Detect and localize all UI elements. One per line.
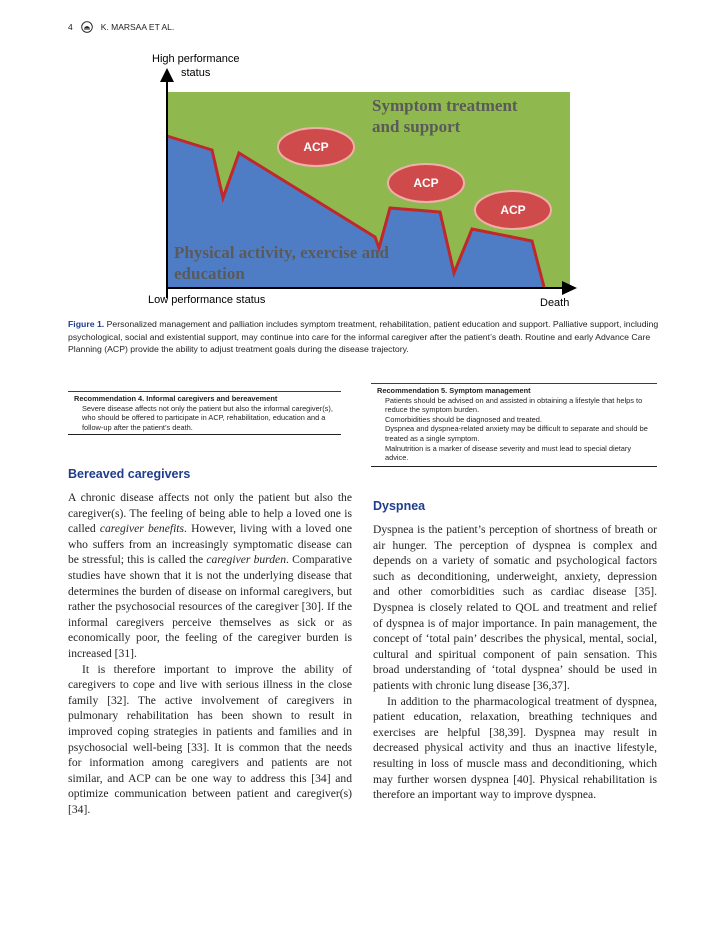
y-axis-high-label-2: status xyxy=(181,67,211,79)
acp-label-2: ACP xyxy=(413,176,439,190)
x-axis-end-label: Death xyxy=(540,297,570,309)
text-run: . Comparative studies have shown that it is not the underlying disease that determines the burden of disease on informal caregivers, but rather the psychosocial resources of the caregiver [30]. If the informal caregivers perceive themselves as sick or as economically poor, the feeling of the caregiver burden is increased [31]. xyxy=(68,553,352,660)
text-run: . However, living with a loved one who suffers from an increasingly symptomatic disease can be stressful; this is called the xyxy=(68,522,353,567)
left-paragraph-1 xyxy=(68,490,352,662)
running-header xyxy=(68,20,174,34)
recommendation-4-item: Severe disease affects not only the patient but also the informal caregiver(s), who should be offered to participate in ACP, rehabilitation, education and a follow-up after the patient’s death. xyxy=(82,403,333,432)
publisher-logo-icon xyxy=(81,21,93,33)
caption-label: Figure 1. xyxy=(68,319,105,329)
running-authors: K. MARSAA ET AL. xyxy=(100,22,175,32)
left-column-body xyxy=(68,490,352,817)
section-heading-bereaved-caregivers: Bereaved caregivers xyxy=(68,467,191,481)
recommendation-5-item: Comorbidities should be diagnosed and treated. xyxy=(385,414,542,424)
recommendation-5-title: Recommendation 5. Symptom management xyxy=(377,386,531,395)
activity-region-title-1: Physical activity, exercise and xyxy=(174,243,389,262)
emphasis-caregiver-burden: caregiver burden xyxy=(206,553,286,567)
symptom-region-title-2: and support xyxy=(372,117,461,136)
figure-caption xyxy=(68,318,660,356)
figure-1 xyxy=(140,46,590,314)
recommendation-5-item: Dyspnea and dyspnea-related anxiety may be difficult to separate and should be treated as a single symptom. xyxy=(385,424,648,443)
recommendation-4-box xyxy=(68,391,341,435)
text-run: A chronic disease affects not only the patient but also the caregiver(s). The feeling of being able to help a loved one is called xyxy=(68,491,352,536)
x-axis-low-label: Low performance status xyxy=(148,294,266,306)
y-axis-arrow-icon xyxy=(160,68,174,82)
page-number: 4 xyxy=(68,22,73,32)
symptom-region-title-1: Symptom treatment xyxy=(372,96,518,115)
recommendation-4-title: Recommendation 4. Informal caregivers and bereavement xyxy=(74,394,278,403)
emphasis-caregiver-benefits: caregiver benefits xyxy=(99,522,185,536)
acp-label-3: ACP xyxy=(500,203,526,217)
right-column-body xyxy=(373,522,657,803)
caption-text: Personalized management and palliation includes symptom treatment, rehabilitation, patient education and support. Palliative support, including psychological, social and existential support, may continue into care for the informal caregiver after the patient’s death. Routine and early Advance Care Planning (ACP) provide the ability to adjust treatment goals during the disease trajectory. xyxy=(68,319,659,354)
recommendation-5-item: Malnutrition is a marker of disease severity and must lead to special dietary advice. xyxy=(385,443,632,463)
recommendation-5-box xyxy=(371,383,657,467)
right-paragraph-1: Dyspnea is the patient’s perception of shortness of breath or air hunger. The perception of dyspnea is complex and depends on a variety of somatic and psychological factors such as deconditioning, underweight, anxiety, depression and other comorbidities such as cardiac disease [35]. Dyspnea is closely related to QOL and treatment and relief of dyspnea is of major importance. In pain management, the concept of ‘total pain’ describes the physical, mental, social, cultural and spiritual component of pain sensation. This broad understanding of ‘total dyspnea’ should be used in patients with chronic lung disease [36,37]. xyxy=(373,523,657,692)
left-paragraph-2: It is therefore important to improve the ability of caregivers to cope and live with serious illness in the close family [32]. The active involvement of caregivers in pulmonary rehabilitation has been shown to result in improved coping strategies in patients and families and in psychosocial well-being [33]. It is common that the needs for information among caregivers and patients are not similar, and ACP can be one way to address this [34] and optimize communication between patient and caregiver(s) [34]. xyxy=(68,662,352,816)
recommendation-5-item: Patients should be advised on and assisted in obtaining a lifestyle that helps to reduce the symptom burden. xyxy=(385,395,643,415)
y-axis-high-label-1: High performance xyxy=(152,53,240,65)
activity-region-title-2: education xyxy=(174,264,245,283)
right-paragraph-2: In addition to the pharmacological treatment of dyspnea, patient education, relaxation, breathing techniques and exercises are helpful [38,39]. Dyspnea may result in decreased physical activity and thus an inactive lifestyle, resulting in loss of muscle mass and deconditioning, which may further worsen dyspnea [40]. Physical rehabilitation is therefore an important way to improve dyspnea. xyxy=(373,694,657,802)
section-heading-dyspnea: Dyspnea xyxy=(373,499,426,513)
acp-label-1: ACP xyxy=(303,140,329,154)
